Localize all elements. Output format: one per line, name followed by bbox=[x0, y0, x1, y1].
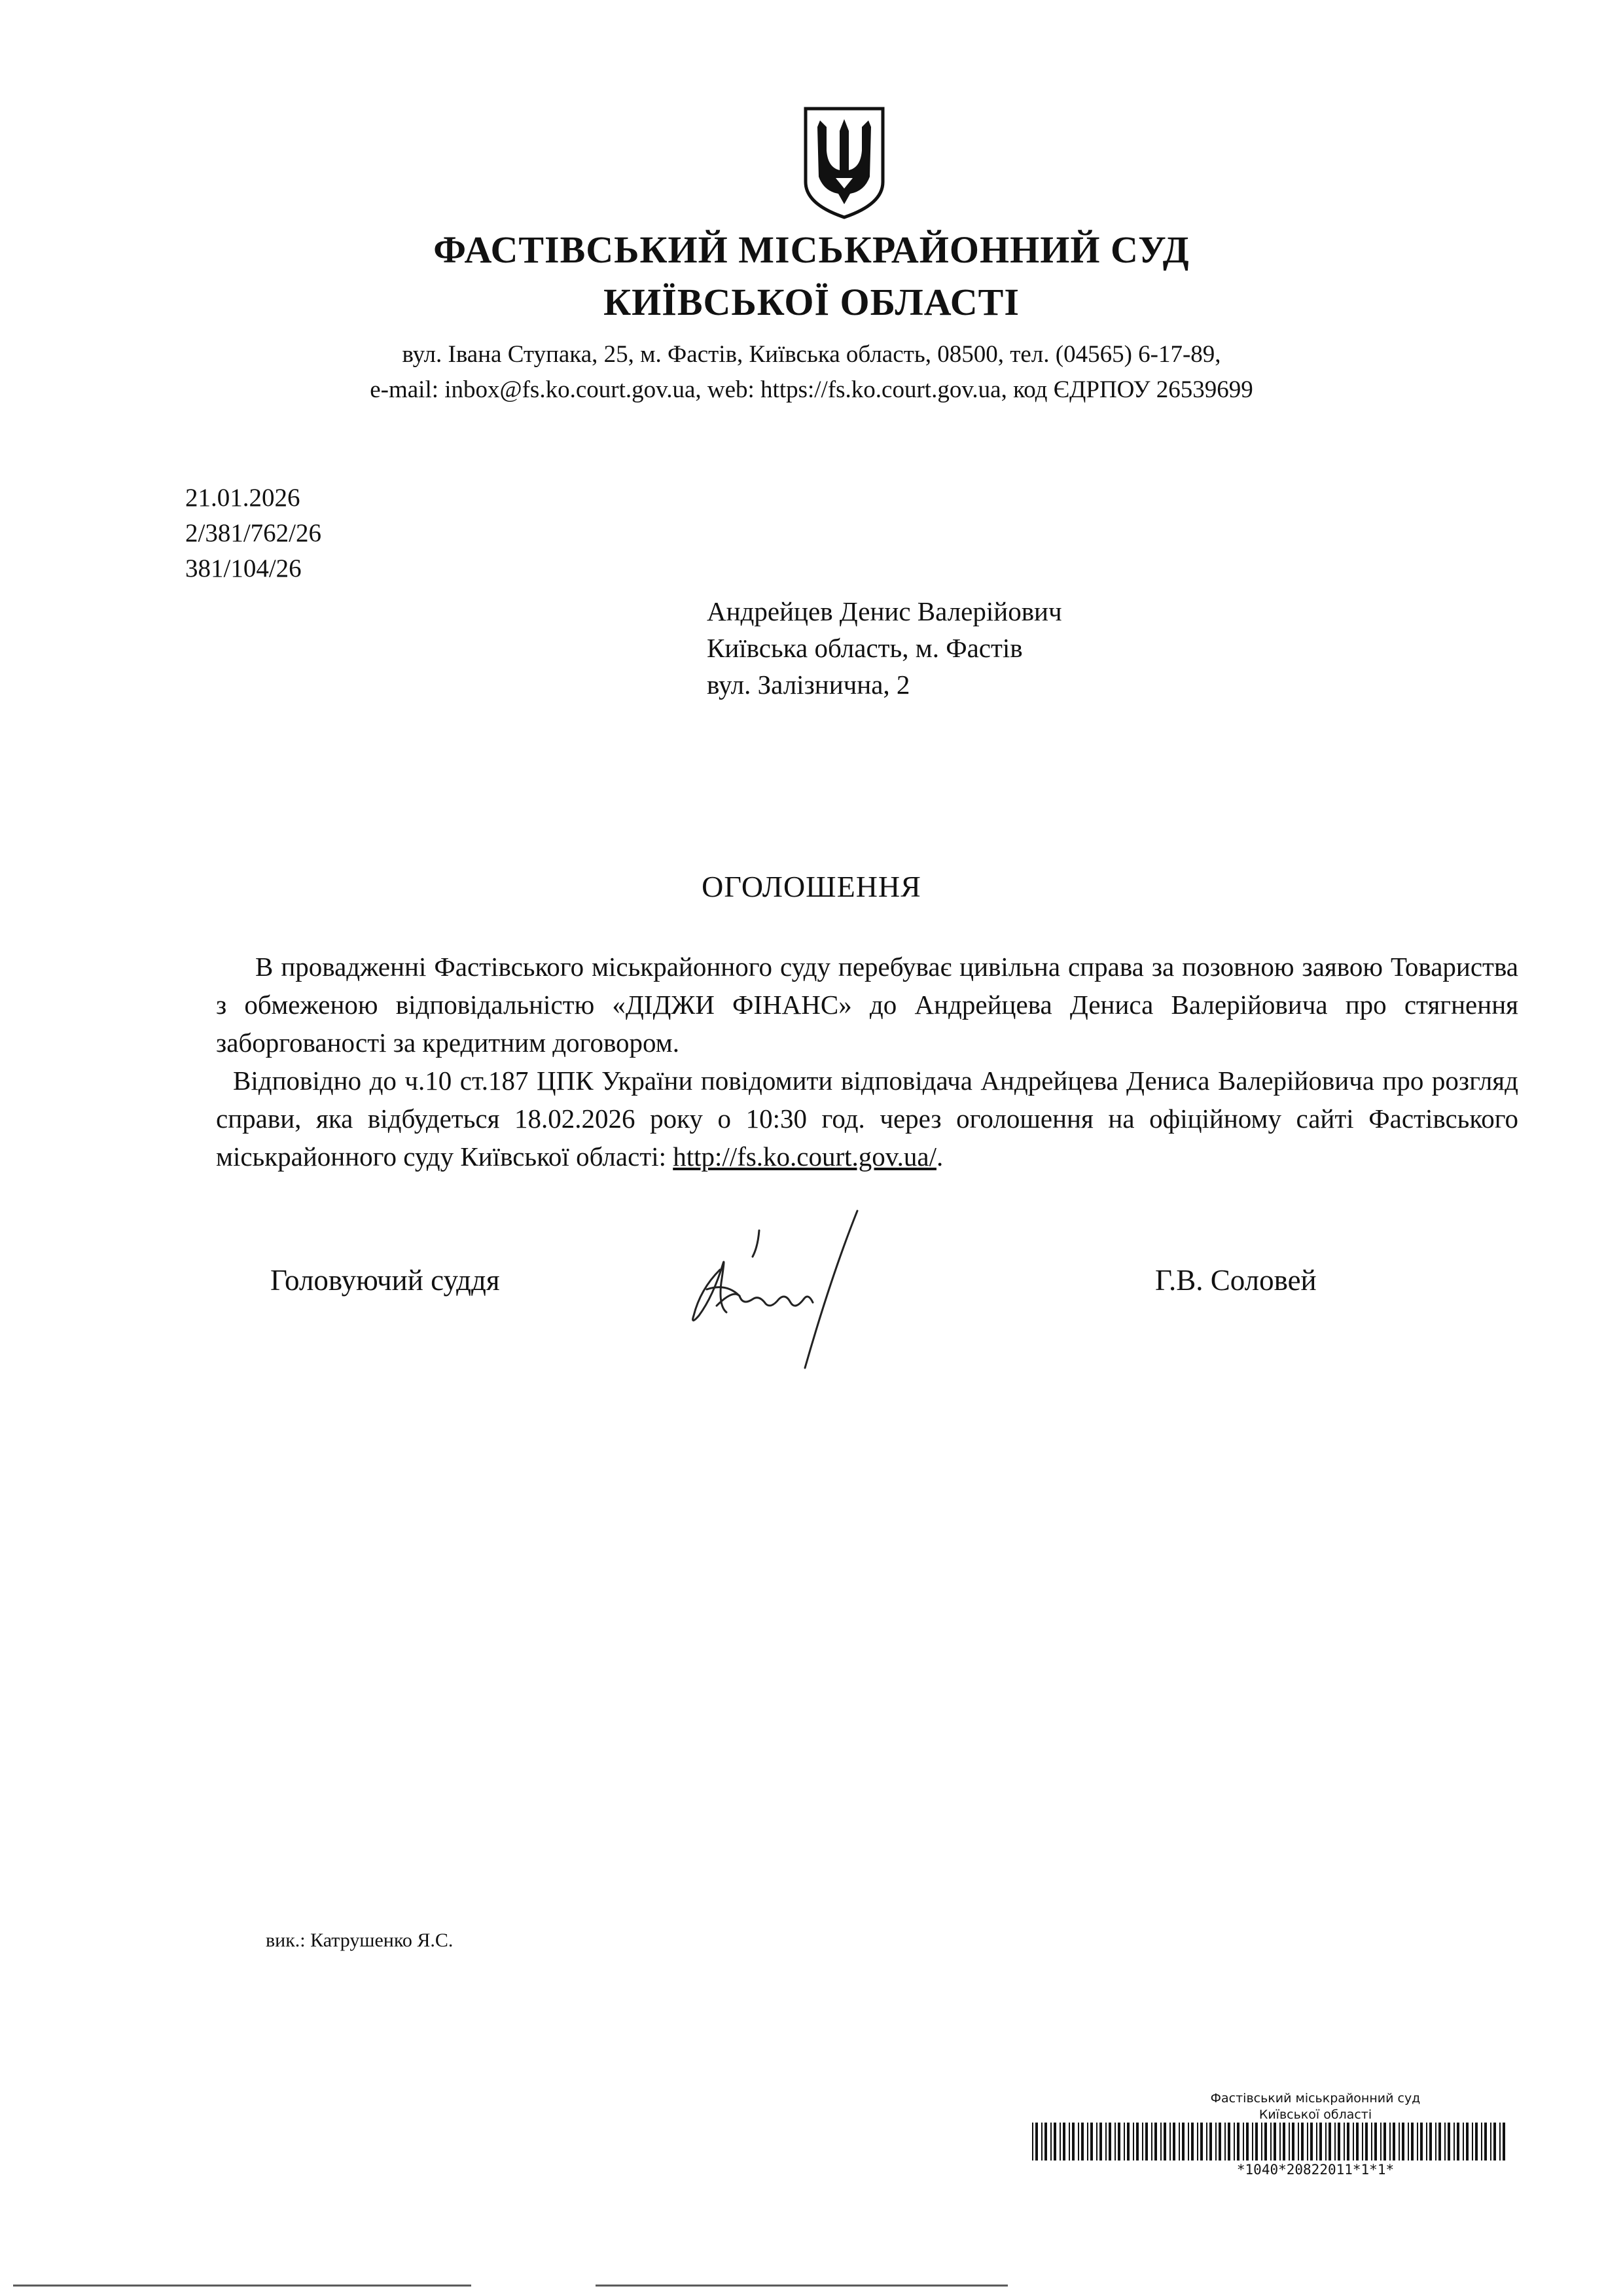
addressee-name: Андрейцев Денис Валерійович bbox=[707, 596, 1062, 626]
court-website-link[interactable]: http://fs.ko.court.gov.ua/ bbox=[673, 1141, 936, 1172]
case-number: 381/104/26 bbox=[185, 554, 302, 583]
addressee-region: Київська область, м. Фастів bbox=[707, 633, 1023, 663]
stamp-court-region: Київської області bbox=[1258, 2108, 1372, 2122]
signature-icon bbox=[661, 1191, 903, 1374]
court-region: КИЇВСЬКОЇ ОБЛАСТІ bbox=[603, 281, 1020, 323]
court-contacts: e-mail: inbox@fs.ko.court.gov.ua, web: https://fs.ko.court.gov.ua, код ЄДРПОУ 26539699 bbox=[370, 376, 1253, 403]
body-paragraph-2-text: Відповідно до ч.10 ст.187 ЦПК України повідомити відповідача Андрейцева Дениса Валерійовича про розгляд справи, яка відбудеться 18.02.2026 року о 10:30 год. через оголошення на офіційному сайті Фастівського міськрайонного суду Київської області: bbox=[216, 1066, 1518, 1172]
addressee-street: вул. Залізнична, 2 bbox=[707, 670, 910, 700]
scan-edge-line bbox=[0, 2284, 1623, 2287]
stamp-court-name: Фастівський міськрайонний суд bbox=[1210, 2091, 1421, 2106]
barcode-number: *1040*20822011*1*1* bbox=[1236, 2162, 1395, 2178]
judge-role: Головуючий суддя bbox=[270, 1264, 500, 1297]
body-paragraph-2-end: . bbox=[936, 1141, 944, 1172]
court-name: ФАСТІВСЬКИЙ МІСЬКРАЙОННИЙ СУД bbox=[433, 228, 1190, 271]
document-title: ОГОЛОШЕННЯ bbox=[702, 870, 921, 903]
body-paragraph-2 bbox=[216, 1062, 1518, 1175]
document-date: 21.01.2026 bbox=[185, 484, 300, 512]
executor-note: вик.: Катрушенко Я.С. bbox=[266, 1929, 454, 1951]
coat-of-arms-icon bbox=[802, 105, 887, 221]
outgoing-number: 2/381/762/26 bbox=[185, 519, 322, 547]
body-paragraph-1: В провадженні Фастівського міськрайонного суду перебуває цивільна справа за позовною заявою Товариства з обмеженою відповідальністю «ДІДЖИ ФІНАНС» до Андрейцева Дениса Валерійовича про стягнення заборгованості за кредитним договором. bbox=[216, 952, 1518, 1058]
barcode-icon bbox=[1032, 2123, 1511, 2161]
judge-name: Г.В. Соловей bbox=[1155, 1264, 1317, 1297]
court-address: вул. Івана Ступака, 25, м. Фастів, Київська область, 08500, тел. (04565) 6-17-89, bbox=[402, 341, 1221, 368]
